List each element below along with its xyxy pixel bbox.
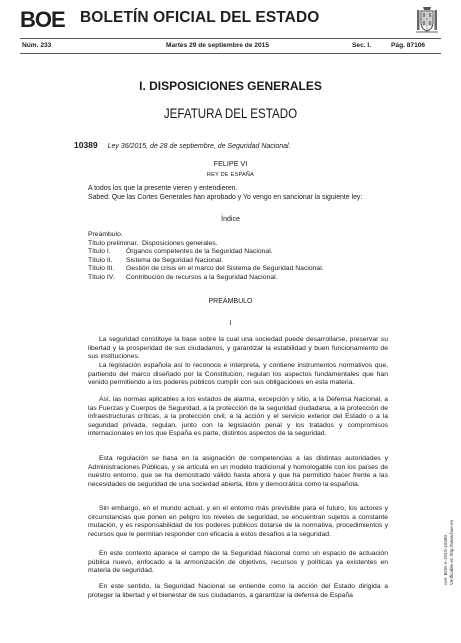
paragraph: En este sentido, la Seguridad Nacional se entiende como la acción del Estado dirigida a proteger la libertad y el bienestar de sus ciudadanos, a garantizar la defensa de España [88,583,388,599]
toc-label: Título preliminar. [88,239,139,247]
toc-item [88,231,324,240]
toc-title: Gestión de crisis en el marco del Sistema de Seguridad Nacional. [126,265,324,273]
toc-item [88,257,324,266]
toc-label: Título I. [88,248,111,256]
verification-note [443,520,455,585]
cve-code: cve: BOE-A-2015-10389 [443,535,448,586]
toc-label: Preámbulo. [88,231,123,238]
king-name: FELIPE VI [213,159,248,168]
paragraph: La seguridad constituye la base sobre la cual una sociedad puede desarrollarse, preservar su libertad y la prosperidad de sus ciudadanos, y garantizar la estabilidad y buen funcionamiento de sus instituciones. [88,336,388,361]
issue-date: Martes 29 de septiembre de 2015 [166,42,269,49]
svg-text:BOE: BOE [20,8,65,30]
toc-title: Sistema de Seguridad Nacional. [126,256,224,264]
toc-label: Título II. [88,256,113,264]
paragraph: Esta regulación se basa en la asignación de competencias a las distintas autoridades y Administraciones Públicas, y se articula en un modelo tradicional y homologable con los países de nuestro entorno, que se ha demostrado válido hasta ahora y que ha permitido hacer frente a las necesidades de seguridad de una sociedad abierta, libre y democrática como la española. [88,455,388,488]
toc-item [88,240,324,249]
toc-item [88,265,324,274]
toc-label: Título III. [88,265,115,273]
greeting: A todos los que la presente vieren y entendieren. [88,185,238,192]
paragraph: La legislación española así lo reconoce e interpreta, y contiene instrumentos normativos que, partiendo del marco diseñado por la Constitución, regulan los aspectos fundamentales que han venido permitiendo a los poderes públicos cumplir con sus obligaciones en esta materia. [88,362,388,387]
header-rule-bottom [20,53,441,54]
issue-section: Sec. I. [352,42,372,49]
toc-title: Disposiciones generales. [142,239,218,247]
spain-coat-of-arms-icon [414,4,440,36]
issue-info-bar [22,42,439,52]
index-title: Índice [221,216,240,223]
organism-title: JEFATURA DEL ESTADO [163,106,298,121]
issue-page: Pág. 87106 [391,42,426,49]
king-subtitle: REY DE ESPAÑA [206,172,255,178]
preamble-title: PREÁMBULO [208,298,253,305]
paragraph: En este contexto aparece el campo de la Seguridad Nacional como un espacio de actuación pública nuevo, enfocado a la armonización de objetivos, recursos y políticas ya existentes en materia de seguridad. [88,550,388,575]
gazette-title: BOLETÍN OFICIAL DEL ESTADO [80,9,320,26]
paragraph: Así, las normas aplicables a los estados de alarma, excepción y sitio, a la Defensa Nacional, a las Fuerzas y Cuerpos de Seguridad, a la protección de la seguridad ciudadana, a la protección de infraestructuras críticas, a la protección civil, a la acción y el servicio exterior del Estado o a la seguridad privada, regulan, junto con la legislación penal y los tratados y compromisos internacionales en los que España es parte, distintos aspectos de la seguridad. [88,396,388,438]
toc-title: Órganos competentes de la Seguridad Nacional. [126,248,273,256]
issue-number: Núm. 233 [22,42,52,49]
section-title: I. DISPOSICIONES GENERALES [139,79,322,93]
law-reference [74,140,291,150]
preamble-section-number: I [229,320,232,327]
toc-title: Contribución de recursos a la Seguridad Nacional. [126,273,278,281]
reference-number: 10389 [74,140,98,150]
boe-logo-icon [20,8,70,30]
verification-link[interactable]: Verificable en http://www.boe.es [449,520,454,586]
toc-label: Título IV. [88,273,115,281]
toc-item [88,274,324,283]
sabed-line: Sabed: Que las Cortes Generales han aprobado y Yo vengo en sancionar la siguiente ley: [88,194,363,201]
paragraph: Sin embargo, en el mundo actual, y en el entorno más previsible para el futuro, los actores y circunstancias que ponen en peligro los niveles de seguridad, se encuentran sujetos a constante mutación, y es responsabilidad de los poderes públicos dotarse de la normativa, procedimientos y recursos que le permitan responder con eficacia a estos desafíos a la seguridad. [88,505,388,538]
toc-item [88,248,324,257]
header-rule-top [20,38,441,39]
law-title: Ley 36/2015, de 28 de septiembre, de Seguridad Nacional. [107,143,291,150]
table-of-contents [88,231,324,283]
